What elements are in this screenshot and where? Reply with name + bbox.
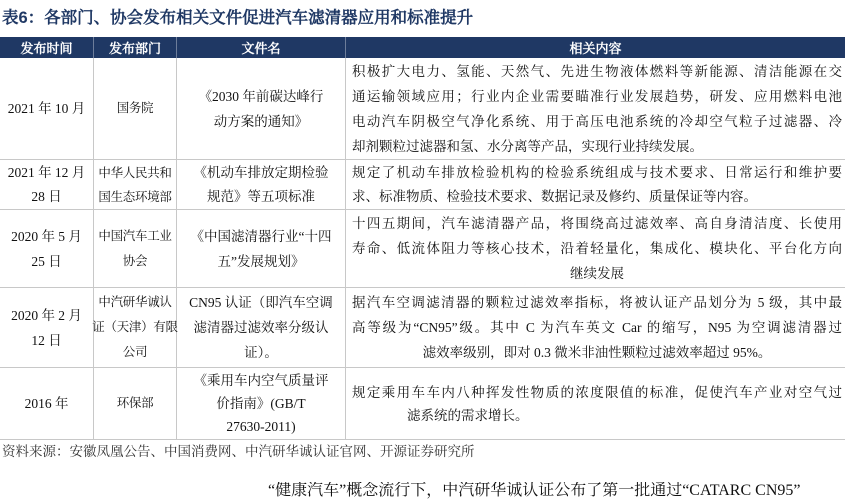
row2-dept-line: 中华人民共和: [98, 165, 172, 180]
policy-table: [0, 37, 845, 440]
row1-doc-cell: [177, 58, 346, 160]
row2-doc-line: 《机动车排放定期检验: [193, 164, 329, 180]
row5-content-line: 滤系统的需求增长。: [407, 407, 529, 423]
row4-doc-line: CN95 认证（即汽车空调: [189, 295, 333, 310]
row5-date-cell: [0, 368, 94, 440]
row2-content-cell: [346, 160, 845, 210]
row3-content-cell: [346, 210, 845, 288]
row4-content-line: 滤效率级别，即对 0.3 微米非油性颗粒过滤效率超过 95%。: [422, 345, 772, 360]
header-date: 发布时间: [0, 37, 94, 58]
row5-dept-line: 环保部: [116, 396, 154, 410]
row3-dept-line: 中国汽车工业: [98, 228, 172, 243]
header-document: 文件名: [177, 37, 346, 58]
row3-date-cell: [0, 210, 94, 288]
row3-doc-line: 五”发展规划》: [217, 253, 305, 269]
row2-dept-cell: [94, 160, 177, 210]
row3-date-line: 25 日: [31, 253, 62, 269]
row5-dept-cell: [94, 368, 177, 440]
row3-doc-line: 《中国滤清器行业“十四: [190, 228, 332, 244]
row3-content-line: 寿命、低流体阻力等核心技术，沿着轻量化，集成化、模块化、平台化方向: [352, 241, 842, 256]
body-paragraph: “健康汽车”概念流行下，中汽研华诚认证公布了第一批通过“CATARC CN95”: [268, 482, 801, 499]
row5-date-line: 2016 年: [24, 396, 69, 411]
row4-doc-line: 滤清器过滤效率分级认: [193, 320, 329, 335]
row2-date-line: 2021 年 12 月: [7, 164, 86, 180]
row5-doc-line: 《乘用车内空气质量评: [193, 373, 329, 388]
row1-content-cell: [346, 58, 845, 160]
row5-doc-line: 价指南》(GB/T: [216, 396, 306, 411]
row2-date-cell: [0, 160, 94, 210]
row3-content-line: 十四五期间，汽车滤清器产品，将围绕高过滤效率、高自身清洁度、长使用: [352, 216, 842, 231]
row4-date-cell: [0, 288, 94, 368]
row2-dept-line: 国生态环境部: [98, 189, 172, 204]
row5-content-cell: [346, 368, 845, 440]
row4-dept-line: 中汽研华诚认: [98, 295, 172, 309]
row1-content-line: 电动汽车阴极空气净化系统、用于高压电池系统的冷却空气粒子过滤器、冷: [352, 113, 842, 129]
header-content: 相关内容: [346, 37, 845, 58]
row4-content-line: 高等级为“CN95”级。其中 C 为汽车英文 Car 的缩写，N95 为空调滤清器过: [352, 320, 842, 335]
row3-date-line: 2020 年 5 月: [11, 228, 82, 244]
row2-doc-cell: [177, 160, 346, 210]
row2-content-line: 求、标准物质、检验技术要求、数据记录及修约、质量保证等内容。: [352, 188, 757, 204]
header-department: 发布部门: [94, 37, 177, 58]
row4-dept-cell: [94, 288, 177, 368]
row5-doc-cell: [177, 368, 346, 440]
row1-content-line: 通运输领域应用；行业内企业需要瞄准行业发展趋势，研发、应用燃料电池: [352, 88, 842, 104]
row4-content-cell: [346, 288, 845, 368]
row4-dept-line: 公司: [122, 345, 148, 359]
row4-dept-line: 证（天津）有限: [92, 320, 178, 334]
row2-doc-line: 规范》等五项标准: [207, 188, 315, 204]
row1-date-cell: [0, 58, 94, 160]
row1-dept-line: 国务院: [116, 101, 154, 115]
row4-content-line: 据汽车空调滤清器的颗粒过滤效率指标，将被认证产品划分为 5 级，其中最: [352, 295, 842, 310]
row1-doc-line: 动方案的通知》: [213, 113, 309, 129]
row1-doc-line: 《2030 年前碳达峰行: [198, 88, 324, 104]
source-note: 资料来源：安徽凤凰公告、中国消费网、中汽研华诚认证官网、开源证券研究所: [2, 444, 475, 459]
row4-date-line: 12 日: [31, 332, 62, 348]
table-title: 表6：各部门、协会发布相关文件促进汽车滤清器应用和标准提升: [2, 9, 474, 27]
row5-doc-line: 27630-2011): [226, 419, 296, 434]
row4-doc-cell: [177, 288, 346, 368]
row2-content-line: 规定了机动车排放检验机构的检验系统组成与技术要求、日常运行和维护要: [352, 164, 842, 180]
row1-content-line: 积极扩大电力、氢能、天然气、先进生物液体燃料等新能源、清洁能源在交: [352, 63, 842, 79]
row1-content-line: 却剂颗粒过滤器和氢、水分离等产品，实现行业持续发展。: [352, 138, 703, 154]
row3-dept-cell: [94, 210, 177, 288]
row3-content-line: 继续发展: [570, 266, 624, 281]
row3-doc-cell: [177, 210, 346, 288]
row5-content-line: 规定乘用车车内八种挥发性物质的浓度限值的标准，促使汽车产业对空气过: [352, 384, 842, 400]
row3-dept-line: 协会: [122, 253, 148, 268]
row2-date-line: 28 日: [31, 188, 62, 204]
row1-date-line: 2021 年 10 月: [7, 101, 86, 116]
row4-doc-line: 证）。: [244, 345, 278, 360]
row1-dept-cell: [94, 58, 177, 160]
row4-date-line: 2020 年 2 月: [11, 307, 82, 323]
